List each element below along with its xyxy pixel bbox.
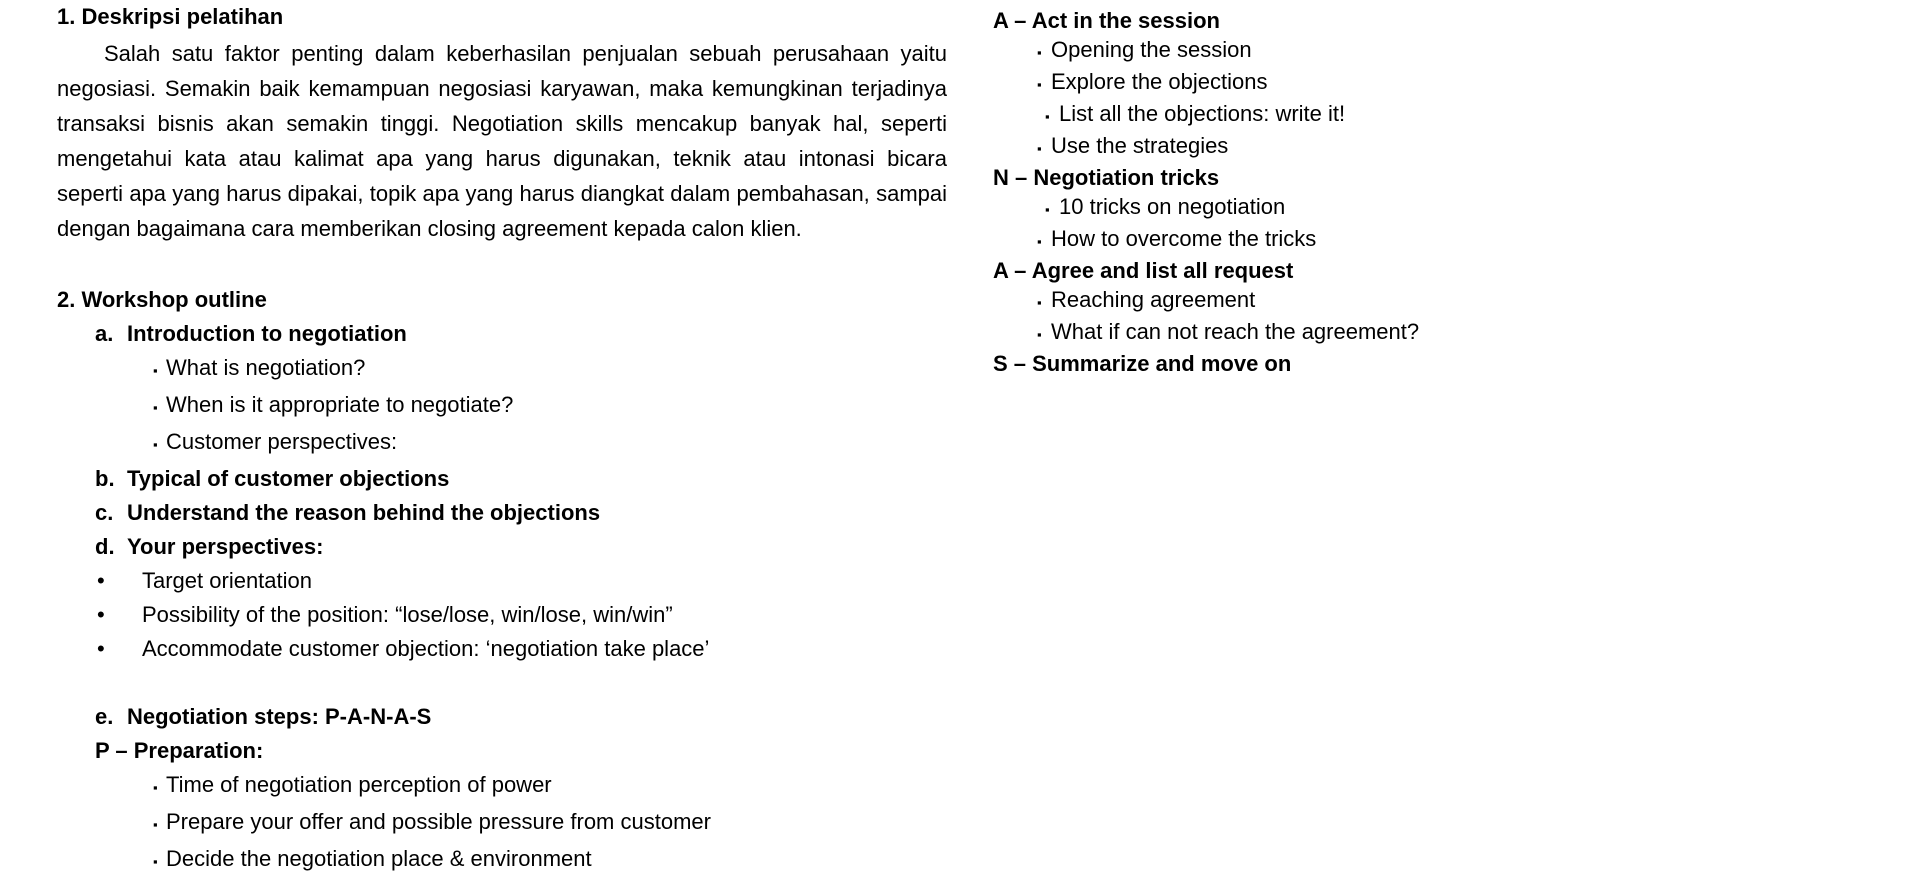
- outline-item-c: [57, 496, 947, 530]
- panas-bullet-label: Use the strategies: [1051, 133, 1229, 158]
- panas-step-label: A – Agree and list all request: [993, 258, 1294, 283]
- panas-bullet-item: [993, 67, 1463, 99]
- perspective-bullet-label: Possibility of the position: “lose/lose, win/lose, win/win”: [142, 602, 673, 627]
- training-description-paragraph: Salah satu faktor penting dalam keberhasilan penjualan sebuah perusahaan yaitu negosiasi. Semakin baik kemampuan negosiasi karyawan, maka kemungkinan terjadinya transaksi bisnis akan semakin tinggi. Negotiation skills mencakup banyak hal, seperti mengetahui kata atau kalimat apa yang harus digunakan, teknik atau intonasi bicara seperti apa yang harus dipakai, topik apa yang harus diangkat dalam pembahasan, sampai dengan bagaimana cara memberikan closing agreement kepada calon klien.: [57, 41, 947, 241]
- list-letter-marker: a.: [95, 321, 114, 346]
- square-bullet-icon: ▪: [1037, 327, 1042, 342]
- perspective-bullet-label: Target orientation: [142, 568, 312, 593]
- perspective-bullet-item: [57, 632, 947, 666]
- panas-step-label: P – Preparation:: [95, 738, 264, 763]
- panas-bullet-label: What if can not reach the agreement?: [1051, 319, 1420, 344]
- panas-bullet-label: How to overcome the tricks: [1051, 226, 1317, 251]
- right-column: [993, 6, 1463, 378]
- outline-item-a: [57, 317, 947, 351]
- square-bullet-icon: ▪: [1037, 45, 1042, 60]
- section-1-heading: 1. Deskripsi pelatihan: [57, 4, 284, 29]
- workshop-outline-section: [57, 283, 947, 879]
- square-bullet-icon: ▪: [1037, 141, 1042, 156]
- outline-subitem: [57, 805, 947, 842]
- outline-subitem-label: What is negotiation?: [166, 355, 366, 380]
- section-2-heading: 2. Workshop outline: [57, 287, 267, 312]
- round-bullet-icon: •: [97, 568, 105, 593]
- panas-step-n-heading: [993, 163, 1463, 192]
- outline-subitem-label: Decide the negotiation place & environment: [166, 846, 592, 871]
- blank-line: [57, 666, 947, 700]
- panas-bullet-item: [993, 192, 1463, 224]
- list-letter-marker: c.: [95, 500, 114, 525]
- panas-bullet-item: [993, 99, 1463, 131]
- panas-bullet-item: [993, 224, 1463, 256]
- square-bullet-icon: ▪: [153, 780, 158, 795]
- outline-subitem: [57, 842, 947, 879]
- outline-item-label: Understand the reason behind the objections: [127, 500, 601, 525]
- outline-subitem-label: When is it appropriate to negotiate?: [166, 392, 514, 417]
- panas-step-s-heading: [993, 349, 1463, 378]
- panas-bullet-item: [993, 131, 1463, 163]
- outline-subitem-label: Time of negotiation perception of power: [166, 772, 552, 797]
- panas-bullet-label: Opening the session: [1051, 37, 1252, 62]
- square-bullet-icon: ▪: [153, 854, 158, 869]
- perspective-bullet-item: [57, 598, 947, 632]
- list-letter-marker: e.: [95, 704, 114, 729]
- square-bullet-icon: ▪: [1037, 77, 1042, 92]
- outline-item-d: [57, 530, 947, 564]
- round-bullet-icon: •: [97, 602, 105, 627]
- panas-step-p-heading: [57, 734, 947, 768]
- panas-bullet-label: 10 tricks on negotiation: [1059, 194, 1286, 219]
- list-letter-marker: d.: [95, 534, 115, 559]
- panas-step-label: N – Negotiation tricks: [993, 165, 1220, 190]
- outline-subitem-label: Prepare your offer and possible pressure from customer: [166, 809, 711, 834]
- outline-subitem-label: Customer perspectives:: [166, 429, 398, 454]
- panas-bullet-label: Explore the objections: [1051, 69, 1268, 94]
- panas-bullet-label: Reaching agreement: [1051, 287, 1256, 312]
- square-bullet-icon: ▪: [153, 817, 158, 832]
- outline-item-b: [57, 462, 947, 496]
- square-bullet-icon: ▪: [1037, 234, 1042, 249]
- round-bullet-icon: •: [97, 636, 105, 661]
- panas-step-a-agree-heading: [993, 256, 1463, 285]
- panas-step-label: A – Act in the session: [993, 8, 1220, 33]
- outline-subitem: [57, 425, 947, 462]
- outline-subitem: [57, 388, 947, 425]
- square-bullet-icon: ▪: [1037, 295, 1042, 310]
- square-bullet-icon: ▪: [1045, 202, 1050, 217]
- perspective-bullet-item: [57, 564, 947, 598]
- panas-bullet-item: [993, 317, 1463, 349]
- panas-bullet-label: List all the objections: write it!: [1059, 101, 1346, 126]
- square-bullet-icon: ▪: [153, 437, 158, 452]
- square-bullet-icon: ▪: [153, 363, 158, 378]
- square-bullet-icon: ▪: [153, 400, 158, 415]
- outline-subitem: [57, 768, 947, 805]
- outline-item-e: [57, 700, 947, 734]
- outline-item-label: Introduction to negotiation: [127, 321, 407, 346]
- outline-item-label: Negotiation steps: P-A-N-A-S: [127, 704, 432, 729]
- list-letter-marker: b.: [95, 466, 115, 491]
- outline-item-label: Your perspectives:: [127, 534, 324, 559]
- square-bullet-icon: ▪: [1045, 109, 1050, 124]
- perspective-bullet-label: Accommodate customer objection: ‘negotiation take place’: [142, 636, 710, 661]
- panas-step-label: S – Summarize and move on: [993, 351, 1292, 376]
- panas-bullet-item: [993, 285, 1463, 317]
- panas-bullet-item: [993, 35, 1463, 67]
- panas-step-a-act-heading: [993, 6, 1463, 35]
- outline-subitem: [57, 351, 947, 388]
- outline-item-label: Typical of customer objections: [127, 466, 450, 491]
